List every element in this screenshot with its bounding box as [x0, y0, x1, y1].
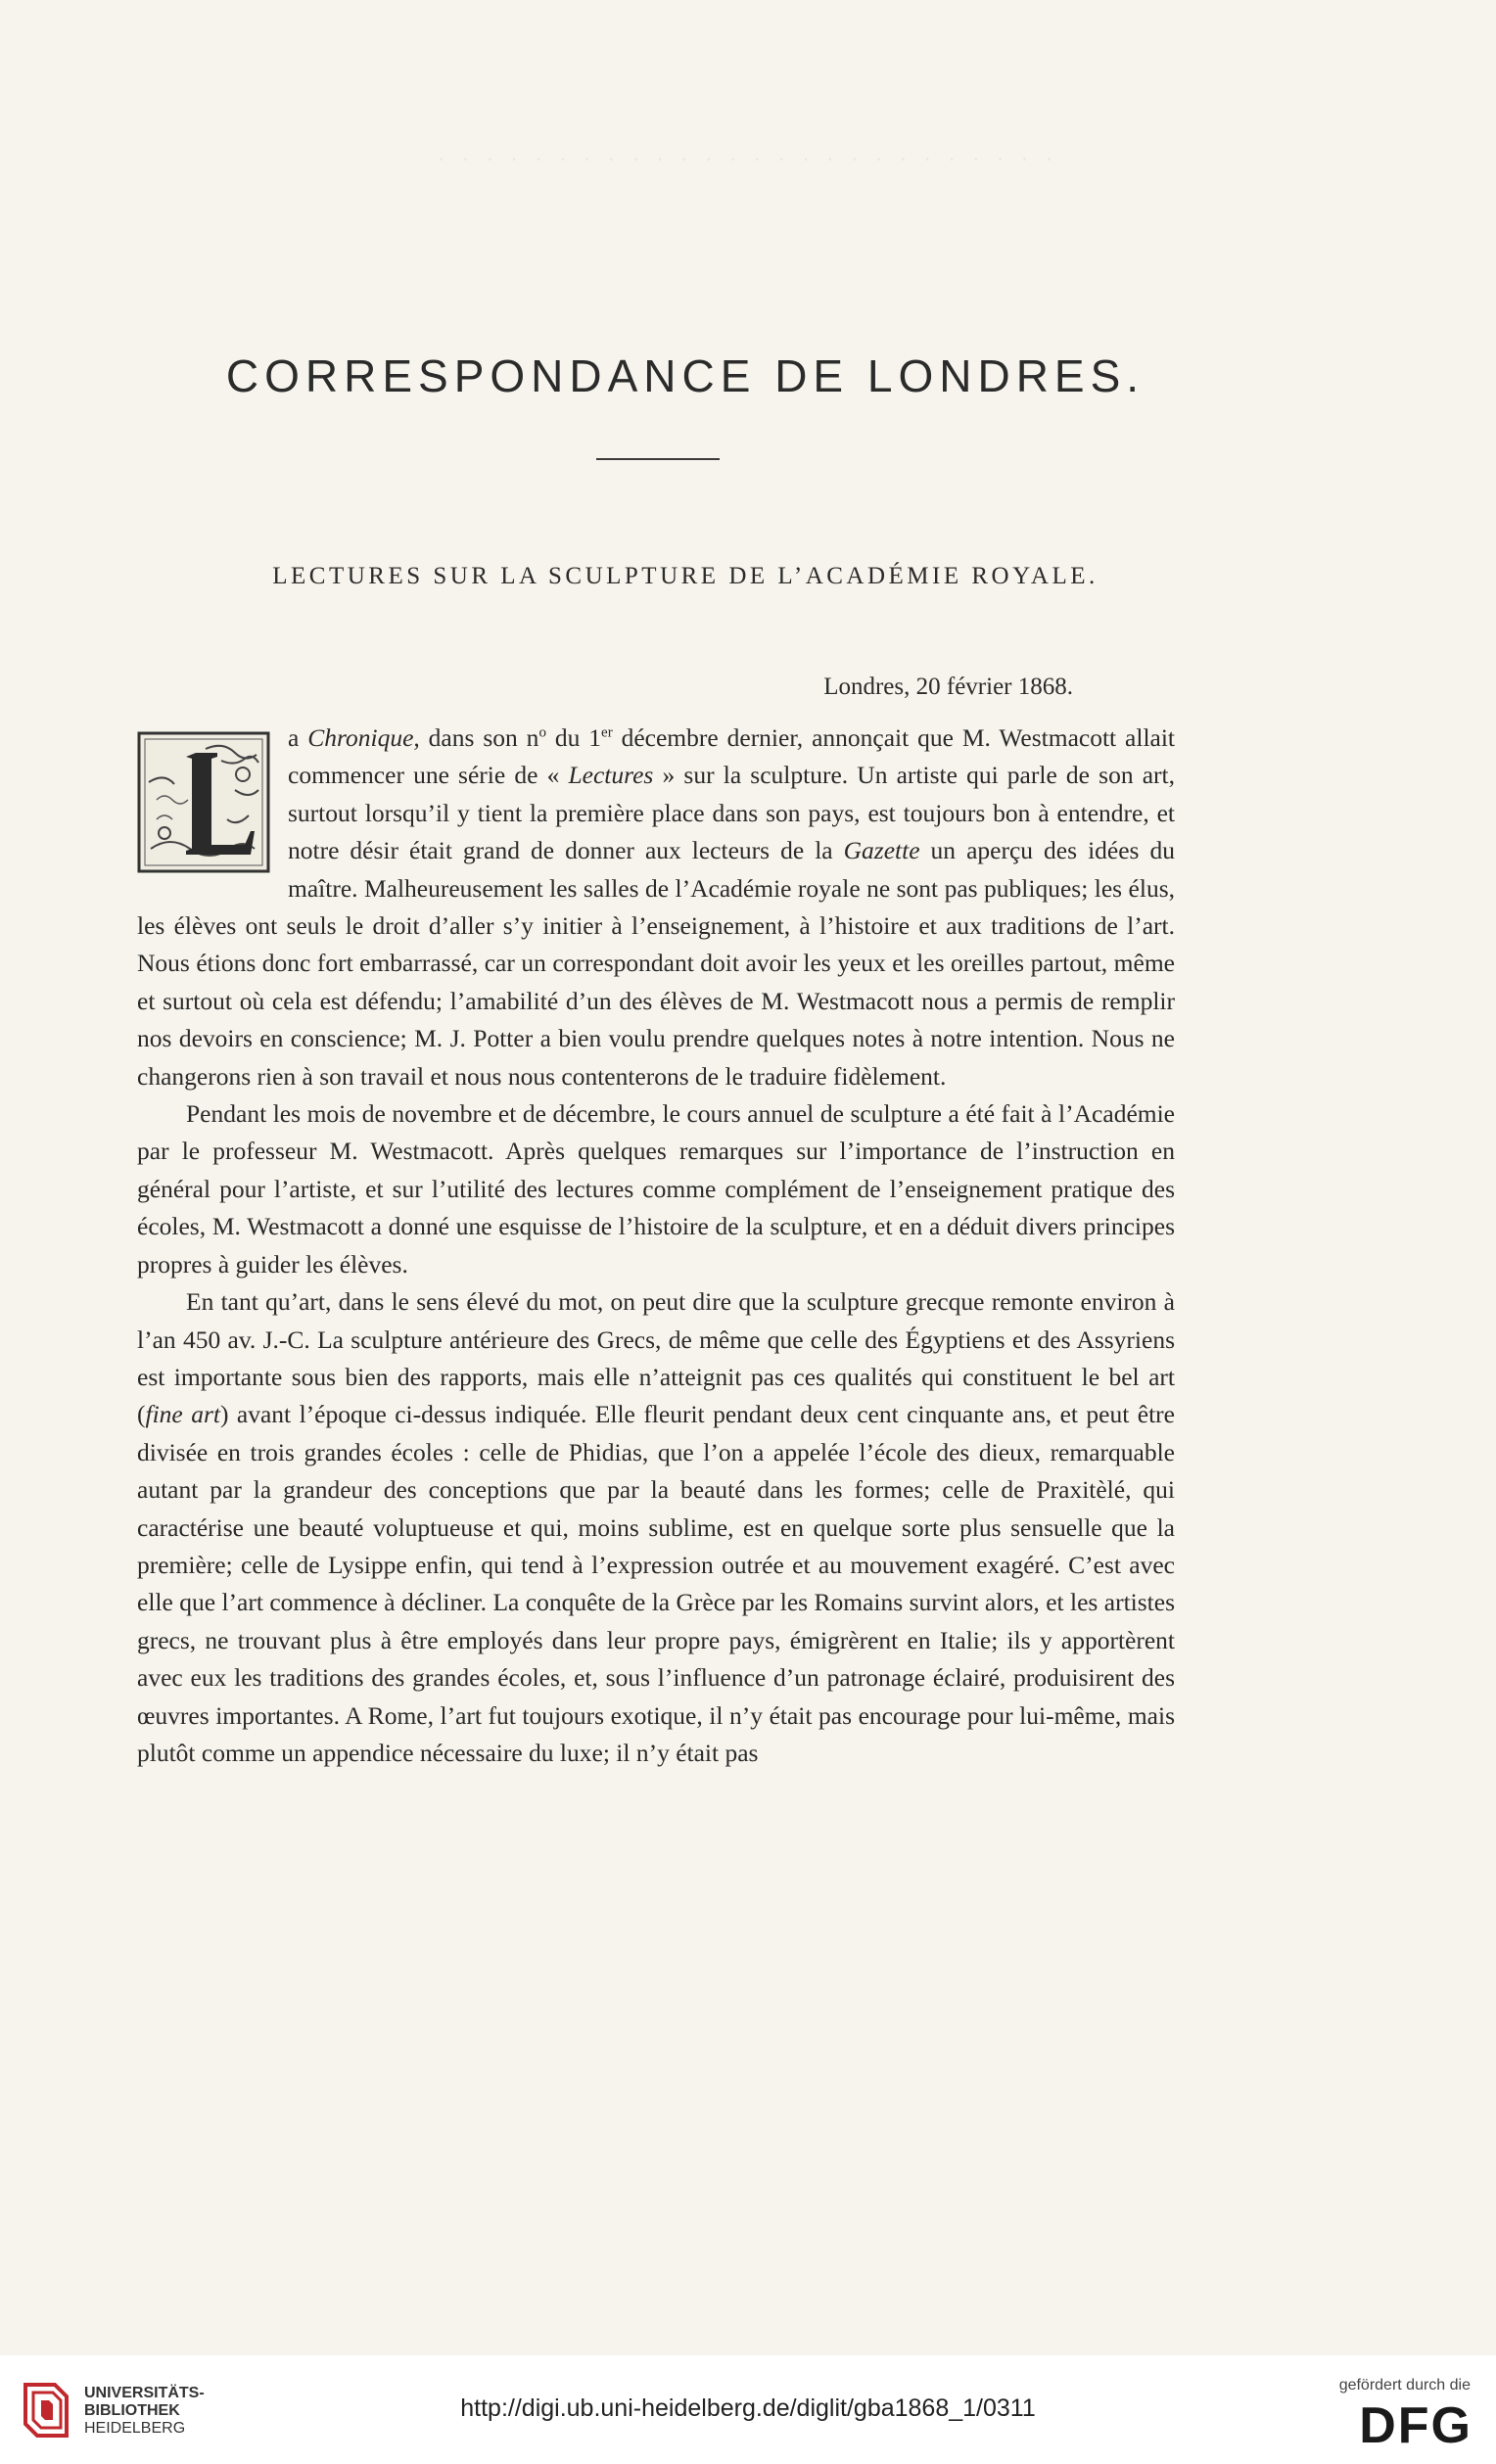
superscript: o [538, 724, 546, 741]
ornamental-initial-L-icon [137, 731, 270, 873]
superscript: er [601, 724, 613, 741]
text-run: » sur la sculpture. Un artiste qui parle de son art, surtout lorsqu’il y tient la première place dans son pays, est toujours bon à entendre, et notre désir était grand de donner aux lecteurs de la [288, 761, 1175, 865]
text-run: du 1 [545, 723, 602, 752]
library-name-line: UNIVERSITÄTS- [84, 2385, 205, 2401]
funded-by-label: gefördert durch die [1338, 2377, 1471, 2394]
show-through-text: · · · · · · · · · · · · · · · · · · · · · · · · · · [438, 147, 1058, 171]
text-run: ) avant l’époque ci-dessus indiquée. Elle fleurit pendant deux cent cinquante ans, et peut être divisée en trois grandes écoles : celle de Phidias, que l’on a appelée l’école des dieux, remarquable autant par la grandeur des conceptions que par la beauté dans les formes; celle de Praxitèlé, qui caractérise une beauté voluptueuse et qui, moins sublime, est en quelque sorte plus sensuelle que la première; celle de Lysippe enfin, qui tend à l’expression outrée et au mouvement exagéré. C’est avec elle que l’art commence à décliner. La conquête de la Grèce par les Romains survint alors, et les artistes grecs, ne trouvant plus à être employés dans leur propre pays, émigrèrent en Italie; ils y apportèrent avec eux les traditions des grandes écoles, et, sous l’influence d’un patronage éclairé, produisirent des œuvres importantes. A Rome, l’art fut toujours exotique, il n’y était pas encourage pour lui-même, mais plutôt comme un appendice nécessaire du luxe; il n’y était pas [137, 1400, 1175, 1767]
text-run: dans son n [419, 723, 539, 752]
italic-run: Gazette [843, 836, 920, 865]
text-run: a [288, 723, 308, 752]
permalink-url[interactable]: http://digi.ub.uni-heidelberg.de/diglit/gba1868_1/0311 [460, 2394, 1036, 2422]
paragraph-2: Pendant les mois de novembre et de décembre, le cours annuel de sculpture a été fait à l’Académie par le professeur M. Westmacott. Après quelques remarques sur l’importance de l’instruction en général pour l’artiste, et sur l’utilité des lectures comme complément de l’enseignement pratique des écoles, M. Westmacott a donné une esquisse de l’histoire de la sculpture, et en a déduit divers principes propres à guider les élèves. [137, 1099, 1175, 1278]
dateline: Londres, 20 février 1868. [823, 674, 1073, 700]
article-subtitle: LECTURES SUR LA SCULPTURE DE L’ACADÉMIE ROYALE. [272, 563, 1099, 589]
title-divider [596, 458, 720, 460]
italic-run: fine art [145, 1400, 220, 1429]
italic-run: Chronique, [307, 723, 420, 752]
paragraph-3 [137, 1283, 1175, 1772]
viewer-footer [0, 2355, 1496, 2464]
text-run: décembre dernier, annonçait que M. Westmacott allait commencer une série de « [288, 723, 1176, 790]
dfg-logo: DFG [1359, 2397, 1473, 2454]
text-run: En tant qu’art, dans le sens élevé du mot, on peut dire que la sculpture grecque remonte environ à l’an 450 av. J.-C. La sculpture antérieure des Grecs, de même que celle des Égyptiens et des Assyriens est importante sous bien des rapports, mais elle n’atteignit pas ces qualités qui constituent le bel art ( [137, 1287, 1175, 1429]
library-name-line: HEIDELBERG [84, 2420, 186, 2437]
text-run: un aperçu des idées du maître. Malheureusement les salles de l’Académie royale ne sont pas publiques; les élus, les élèves ont seuls le droit d’aller s’y initier à l’enseignement, à l’histoire et aux traditions de l’art. Nous étions donc fort embarrassé, car un correspondant doit avoir les yeux et les oreilles partout, même et surtout où cela est défendu; l’amabilité d’un des élèves de M. Westmacott nous a permis de remplir nos devoirs en conscience; M. J. Potter a bien voulu prendre quelques notes à notre intention. Nous ne changerons rien à son travail et nous nous contenterons de le traduire fidèlement. [137, 836, 1175, 1091]
article-body [137, 720, 1175, 1772]
italic-run: Lectures [568, 761, 654, 790]
library-name-line: BIBLIOTHEK [84, 2402, 180, 2419]
article-title: CORRESPONDANCE DE LONDRES. [225, 350, 1145, 401]
paragraph-1 [137, 720, 1175, 1095]
